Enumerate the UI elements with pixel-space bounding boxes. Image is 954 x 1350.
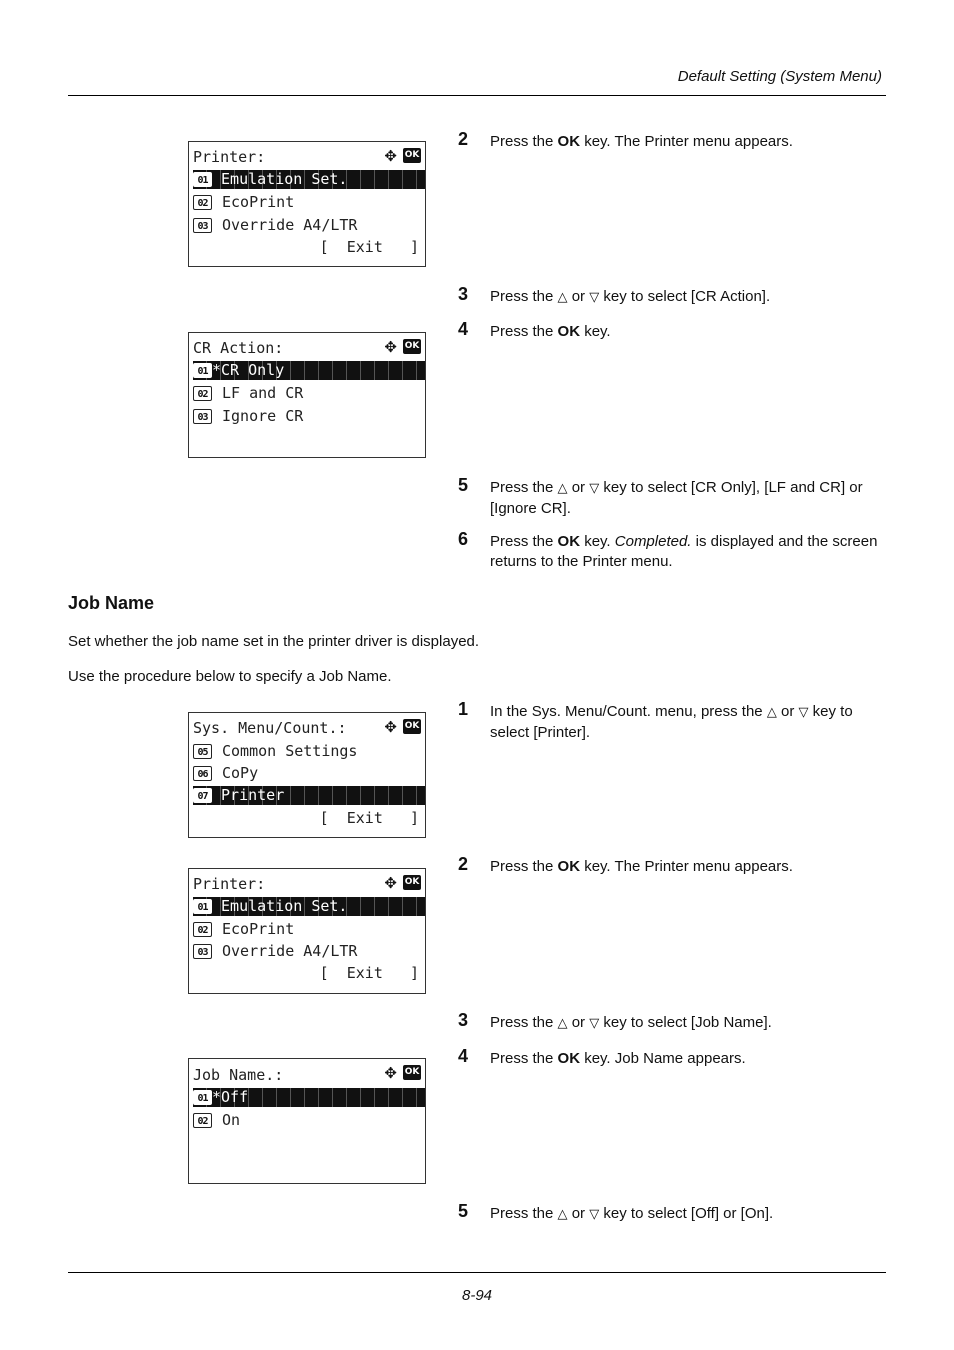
lcd-exit-softkey: [ Exit ] (319, 238, 419, 256)
lcd-row-label: Override A4/LTR (222, 216, 358, 234)
lcd-title: Printer: (193, 875, 266, 893)
step-number: 1 (458, 699, 469, 719)
lcd-row-label: *Off (212, 1088, 249, 1106)
lcd-row-label: Emulation Set. (212, 170, 348, 188)
step-text: Press the △ or ▽ key to select [CR Only], [LF and CR] or [Ignore CR]. (490, 479, 863, 517)
ok-key-icon: OK (403, 339, 421, 354)
item-number-badge: 02 (193, 195, 212, 210)
lcd-row-label: EcoPrint (222, 193, 295, 211)
lcd-title: Printer: (193, 148, 266, 166)
step-4 (458, 1046, 888, 1069)
step-number: 4 (458, 319, 469, 339)
step-text: Press the OK key. Completed. is displayed and the screen returns to the Printer menu. (490, 533, 878, 570)
lcd-row (193, 1111, 425, 1130)
lcd-title-icons (384, 1065, 421, 1081)
lcd-row-selected (193, 361, 425, 380)
step-5 (458, 1201, 888, 1225)
section-description: Set whether the job name set in the printer driver is displayed. (68, 633, 480, 650)
item-number-badge: 03 (193, 944, 212, 959)
lcd-exit-softkey: [ Exit ] (319, 964, 419, 982)
header-rule (68, 95, 886, 96)
step-number: 3 (458, 284, 469, 304)
item-number-badge: 06 (193, 766, 212, 781)
ok-key-icon: OK (403, 1065, 421, 1080)
down-key-icon: ▽ (589, 481, 600, 496)
lcd-row-label: *CR Only (212, 361, 285, 379)
lcd-title-icons (384, 875, 421, 891)
step-number: 2 (458, 129, 469, 149)
up-key-icon: △ (557, 1207, 568, 1222)
step-3 (458, 284, 888, 308)
down-key-icon: ▽ (589, 1207, 600, 1222)
item-number-badge: 03 (193, 218, 212, 233)
step-text: Press the △ or ▽ key to select [Job Name]. (490, 1014, 772, 1031)
page-number: 8-94 (461, 1287, 493, 1304)
lcd-row-label: Emulation Set. (212, 897, 348, 915)
lcd-row (193, 407, 425, 426)
lcd-screen-job-name (188, 1058, 426, 1184)
item-number-badge: 01 (193, 899, 212, 914)
lcd-row-selected (193, 170, 425, 189)
step-text: Press the OK key. Job Name appears. (490, 1050, 746, 1067)
lcd-row (193, 384, 425, 403)
four-way-arrow-icon: ✥ (384, 147, 397, 165)
item-number-badge: 01 (193, 363, 212, 378)
four-way-arrow-icon: ✥ (384, 718, 397, 736)
lcd-row-label: CoPy (222, 764, 259, 782)
ok-key-icon: OK (403, 719, 421, 734)
lcd-screen-printer (188, 868, 426, 994)
step-6 (458, 529, 888, 572)
down-key-icon: ▽ (589, 1016, 600, 1031)
lcd-row-label: Ignore CR (222, 407, 304, 425)
up-key-icon: △ (766, 705, 777, 720)
lcd-row-label: EcoPrint (222, 920, 295, 938)
step-text: Press the OK key. The Printer menu appears. (490, 858, 793, 875)
section-instruction: Use the procedure below to specify a Job Name. (68, 668, 392, 685)
step-text: Press the OK key. The Printer menu appears. (490, 133, 793, 150)
lcd-exit-softkey: [ Exit ] (319, 809, 419, 827)
item-number-badge: 02 (193, 1113, 212, 1128)
lcd-row (193, 216, 425, 235)
up-key-icon: △ (557, 481, 568, 496)
lcd-row (193, 920, 425, 939)
step-4 (458, 319, 888, 342)
lcd-screen-sys-menu (188, 712, 426, 838)
section-heading: Job Name (68, 593, 155, 613)
lcd-row-selected (193, 786, 425, 805)
step-2 (458, 854, 888, 877)
item-number-badge: 02 (193, 386, 212, 401)
step-text: In the Sys. Menu/Count. menu, press the △ or ▽ key to select [Printer]. (490, 703, 853, 741)
lcd-row-label: Printer (212, 786, 285, 804)
step-number: 5 (458, 1201, 469, 1221)
lcd-row-selected (193, 1088, 425, 1107)
item-number-badge: 05 (193, 744, 212, 759)
down-key-icon: ▽ (798, 705, 809, 720)
lcd-row-label: On (222, 1111, 241, 1129)
lcd-row (193, 193, 425, 212)
ok-key-icon: OK (403, 148, 421, 163)
item-number-badge: 01 (193, 1090, 212, 1105)
step-number: 3 (458, 1010, 469, 1030)
footer-rule (68, 1272, 886, 1273)
lcd-row (193, 942, 425, 961)
item-number-badge: 03 (193, 409, 212, 424)
lcd-row-label: Override A4/LTR (222, 942, 358, 960)
ok-key-icon: OK (403, 875, 421, 890)
lcd-title-icons (384, 148, 421, 164)
lcd-row-selected (193, 897, 425, 916)
step-number: 5 (458, 475, 469, 495)
step-2 (458, 129, 888, 152)
lcd-row-label: Common Settings (222, 742, 358, 760)
lcd-row (193, 764, 425, 783)
up-key-icon: △ (557, 290, 568, 305)
four-way-arrow-icon: ✥ (384, 874, 397, 892)
step-3 (458, 1010, 888, 1034)
step-text: Press the △ or ▽ key to select [Off] or [On]. (490, 1205, 774, 1222)
step-number: 4 (458, 1046, 469, 1066)
item-number-badge: 01 (193, 172, 212, 187)
four-way-arrow-icon: ✥ (384, 1064, 397, 1082)
item-number-badge: 07 (193, 788, 212, 803)
step-5 (458, 475, 888, 519)
lcd-row-label: LF and CR (222, 384, 304, 402)
lcd-screen-printer (188, 141, 426, 267)
step-1 (458, 699, 888, 743)
lcd-title-icons (384, 339, 421, 355)
lcd-title-icons (384, 719, 421, 735)
lcd-title: Sys. Menu/Count.: (193, 719, 347, 737)
up-key-icon: △ (557, 1016, 568, 1031)
step-text: Press the △ or ▽ key to select [CR Action]. (490, 288, 771, 305)
lcd-title: Job Name.: (193, 1066, 284, 1084)
lcd-row (193, 742, 425, 761)
lcd-screen-cr-action (188, 332, 426, 458)
lcd-title: CR Action: (193, 339, 284, 357)
header-title: Default Setting (System Menu) (677, 68, 882, 85)
step-number: 6 (458, 529, 469, 549)
step-number: 2 (458, 854, 469, 874)
step-text: Press the OK key. (490, 323, 611, 340)
four-way-arrow-icon: ✥ (384, 338, 397, 356)
down-key-icon: ▽ (589, 290, 600, 305)
item-number-badge: 02 (193, 922, 212, 937)
